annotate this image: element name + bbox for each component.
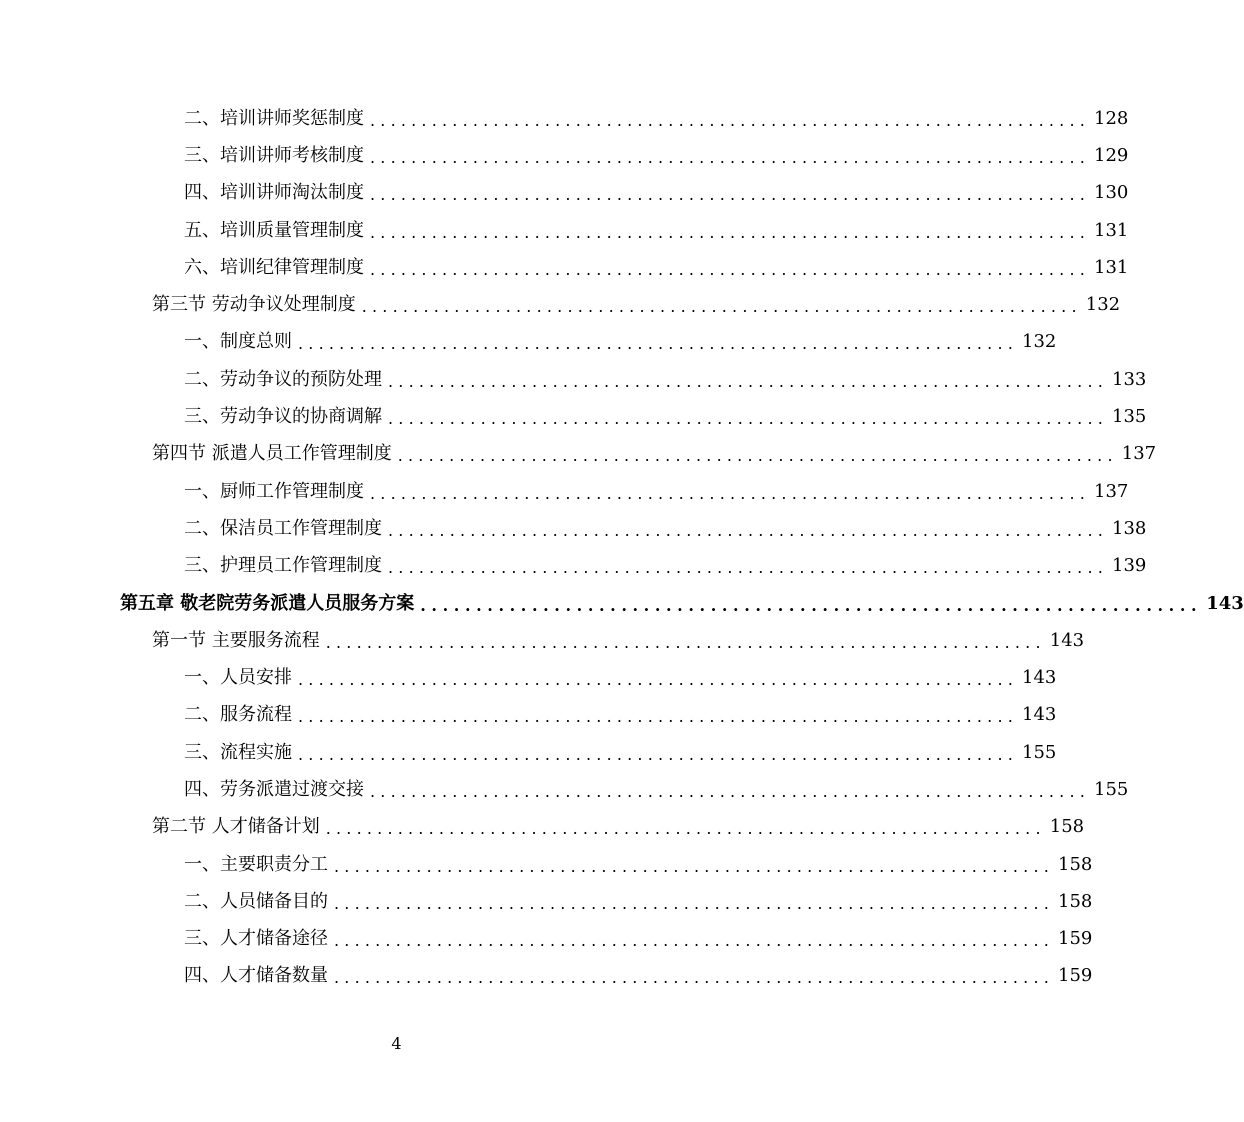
toc-entry[interactable] [0, 921, 1093, 958]
toc-dot-leader: ...................................................................... [370, 781, 1091, 801]
toc-entry[interactable] [0, 659, 1057, 696]
toc-entry-title: 第一节 主要服务流程 [152, 629, 320, 651]
toc-entry[interactable] [0, 846, 1093, 883]
toc-entry-page: 132 [1022, 331, 1057, 353]
toc-dot-leader: ...................................................................... [370, 147, 1091, 167]
toc-entry[interactable] [0, 548, 1147, 585]
toc-entry[interactable] [0, 175, 1129, 212]
toc-entry-title: 二、培训讲师奖惩制度 [184, 107, 364, 129]
toc-entry-title: 四、劳务派遣过渡交接 [184, 778, 364, 800]
toc-entry-title: 一、人员安排 [184, 667, 292, 689]
toc-entry-title: 第四节 派遣人员工作管理制度 [152, 443, 392, 465]
toc-dot-leader: ...................................................................... [388, 371, 1109, 391]
toc-entry-title: 三、劳动争议的协商调解 [184, 406, 382, 428]
toc-entry-title: 五、培训质量管理制度 [184, 219, 364, 241]
toc-entry-page: 159 [1058, 928, 1093, 950]
toc-entry-page: 133 [1112, 368, 1147, 390]
toc-dot-leader: ...................................................................... [325, 632, 1046, 652]
toc-entry[interactable] [0, 398, 1147, 435]
toc-entry-page: 138 [1112, 517, 1147, 539]
toc-dot-leader: ...................................................................... [370, 185, 1091, 205]
toc-dot-leader: ...................................................................... [420, 595, 1203, 615]
toc-entry-page: 135 [1112, 406, 1147, 428]
toc-section-entry[interactable] [0, 436, 1157, 473]
toc-dot-leader: ...................................................................... [298, 334, 1019, 354]
toc-dot-leader: ...................................................................... [334, 931, 1055, 951]
toc-entry-page: 155 [1022, 741, 1057, 763]
toc-entry[interactable] [0, 212, 1129, 249]
toc-section-entry[interactable] [0, 622, 1085, 659]
toc-entry[interactable] [0, 771, 1129, 808]
toc-entry[interactable] [0, 958, 1093, 995]
toc-dot-leader: ...................................................................... [334, 856, 1055, 876]
toc-entry-title: 三、培训讲师考核制度 [184, 144, 364, 166]
toc-entry-title: 四、培训讲师淘汰制度 [184, 182, 364, 204]
toc-entry-page: 139 [1112, 555, 1147, 577]
toc-entry-title: 三、流程实施 [184, 741, 292, 763]
toc-entry-title: 二、人员储备目的 [184, 890, 328, 912]
toc-entry-title: 二、服务流程 [184, 704, 292, 726]
toc-dot-leader: ...................................................................... [388, 409, 1109, 429]
toc-entry-page: 159 [1058, 965, 1093, 987]
toc-entry-page: 128 [1094, 107, 1129, 129]
toc-entry-page: 137 [1121, 443, 1157, 465]
toc-entry-title: 第三节 劳动争议处理制度 [152, 294, 356, 316]
toc-entry[interactable] [0, 883, 1093, 920]
toc-entry-page: 129 [1094, 144, 1129, 166]
toc-entry-title: 六、培训纪律管理制度 [184, 256, 364, 278]
toc-dot-leader: ...................................................................... [370, 259, 1091, 279]
toc-entry-page: 158 [1058, 853, 1093, 875]
toc-entry[interactable] [0, 324, 1057, 361]
toc-dot-leader: ...................................................................... [388, 558, 1109, 578]
toc-entry-page: 131 [1094, 256, 1129, 278]
toc-entry[interactable] [0, 697, 1057, 734]
toc-entry[interactable] [0, 100, 1129, 137]
toc-dot-leader: ...................................................................... [298, 707, 1019, 727]
toc-entry-title: 四、人才储备数量 [184, 965, 328, 987]
toc-dot-leader: ...................................................................... [298, 670, 1019, 690]
toc-entry-page: 137 [1094, 480, 1129, 502]
toc-entry[interactable] [0, 473, 1129, 510]
toc-section-entry[interactable] [0, 809, 1085, 846]
toc-entry-page: 155 [1094, 778, 1129, 800]
toc-dot-leader: ...................................................................... [388, 520, 1109, 540]
toc-entry-page: 130 [1094, 182, 1129, 204]
toc-dot-leader: ...................................................................... [370, 110, 1091, 130]
toc-entry-page: 143 [1022, 704, 1057, 726]
toc-dot-leader: ...................................................................... [370, 483, 1091, 503]
toc-entry-title: 二、劳动争议的预防处理 [184, 368, 382, 390]
toc-entry-title: 三、护理员工作管理制度 [184, 555, 382, 577]
toc-entry-title: 一、主要职责分工 [184, 853, 328, 875]
toc-dot-leader: ...................................................................... [325, 819, 1046, 839]
toc-entry[interactable] [0, 249, 1129, 286]
toc-entry-page: 158 [1049, 816, 1085, 838]
toc-entry-page: 143 [1049, 629, 1085, 651]
toc-entry-page: 158 [1058, 890, 1093, 912]
toc-entry-page: 143 [1206, 592, 1244, 614]
toc-dot-leader: ...................................................................... [370, 222, 1091, 242]
toc-entry-title: 一、制度总则 [184, 331, 292, 353]
toc-entry[interactable] [0, 137, 1129, 174]
toc-dot-leader: ...................................................................... [361, 297, 1082, 317]
toc-entry-title: 三、人才储备途径 [184, 928, 328, 950]
page-number: 4 [391, 1034, 402, 1053]
toc-dot-leader: ...................................................................... [334, 893, 1055, 913]
toc-section-entry[interactable] [0, 286, 1121, 323]
toc-entry[interactable] [0, 734, 1057, 771]
table-of-contents [0, 100, 1244, 995]
toc-entry[interactable] [0, 361, 1147, 398]
toc-dot-leader: ...................................................................... [397, 446, 1118, 466]
toc-entry-page: 132 [1085, 294, 1121, 316]
toc-chapter-entry[interactable] [0, 585, 1244, 622]
toc-entry[interactable] [0, 510, 1147, 547]
toc-entry-title: 第五章 敬老院劳务派遣人员服务方案 [120, 592, 415, 614]
toc-entry-page: 131 [1094, 219, 1129, 241]
toc-entry-title: 第二节 人才储备计划 [152, 816, 320, 838]
toc-entry-page: 143 [1022, 667, 1057, 689]
toc-dot-leader: ...................................................................... [334, 968, 1055, 988]
toc-entry-title: 二、保洁员工作管理制度 [184, 517, 382, 539]
toc-entry-title: 一、厨师工作管理制度 [184, 480, 364, 502]
toc-dot-leader: ...................................................................... [298, 744, 1019, 764]
